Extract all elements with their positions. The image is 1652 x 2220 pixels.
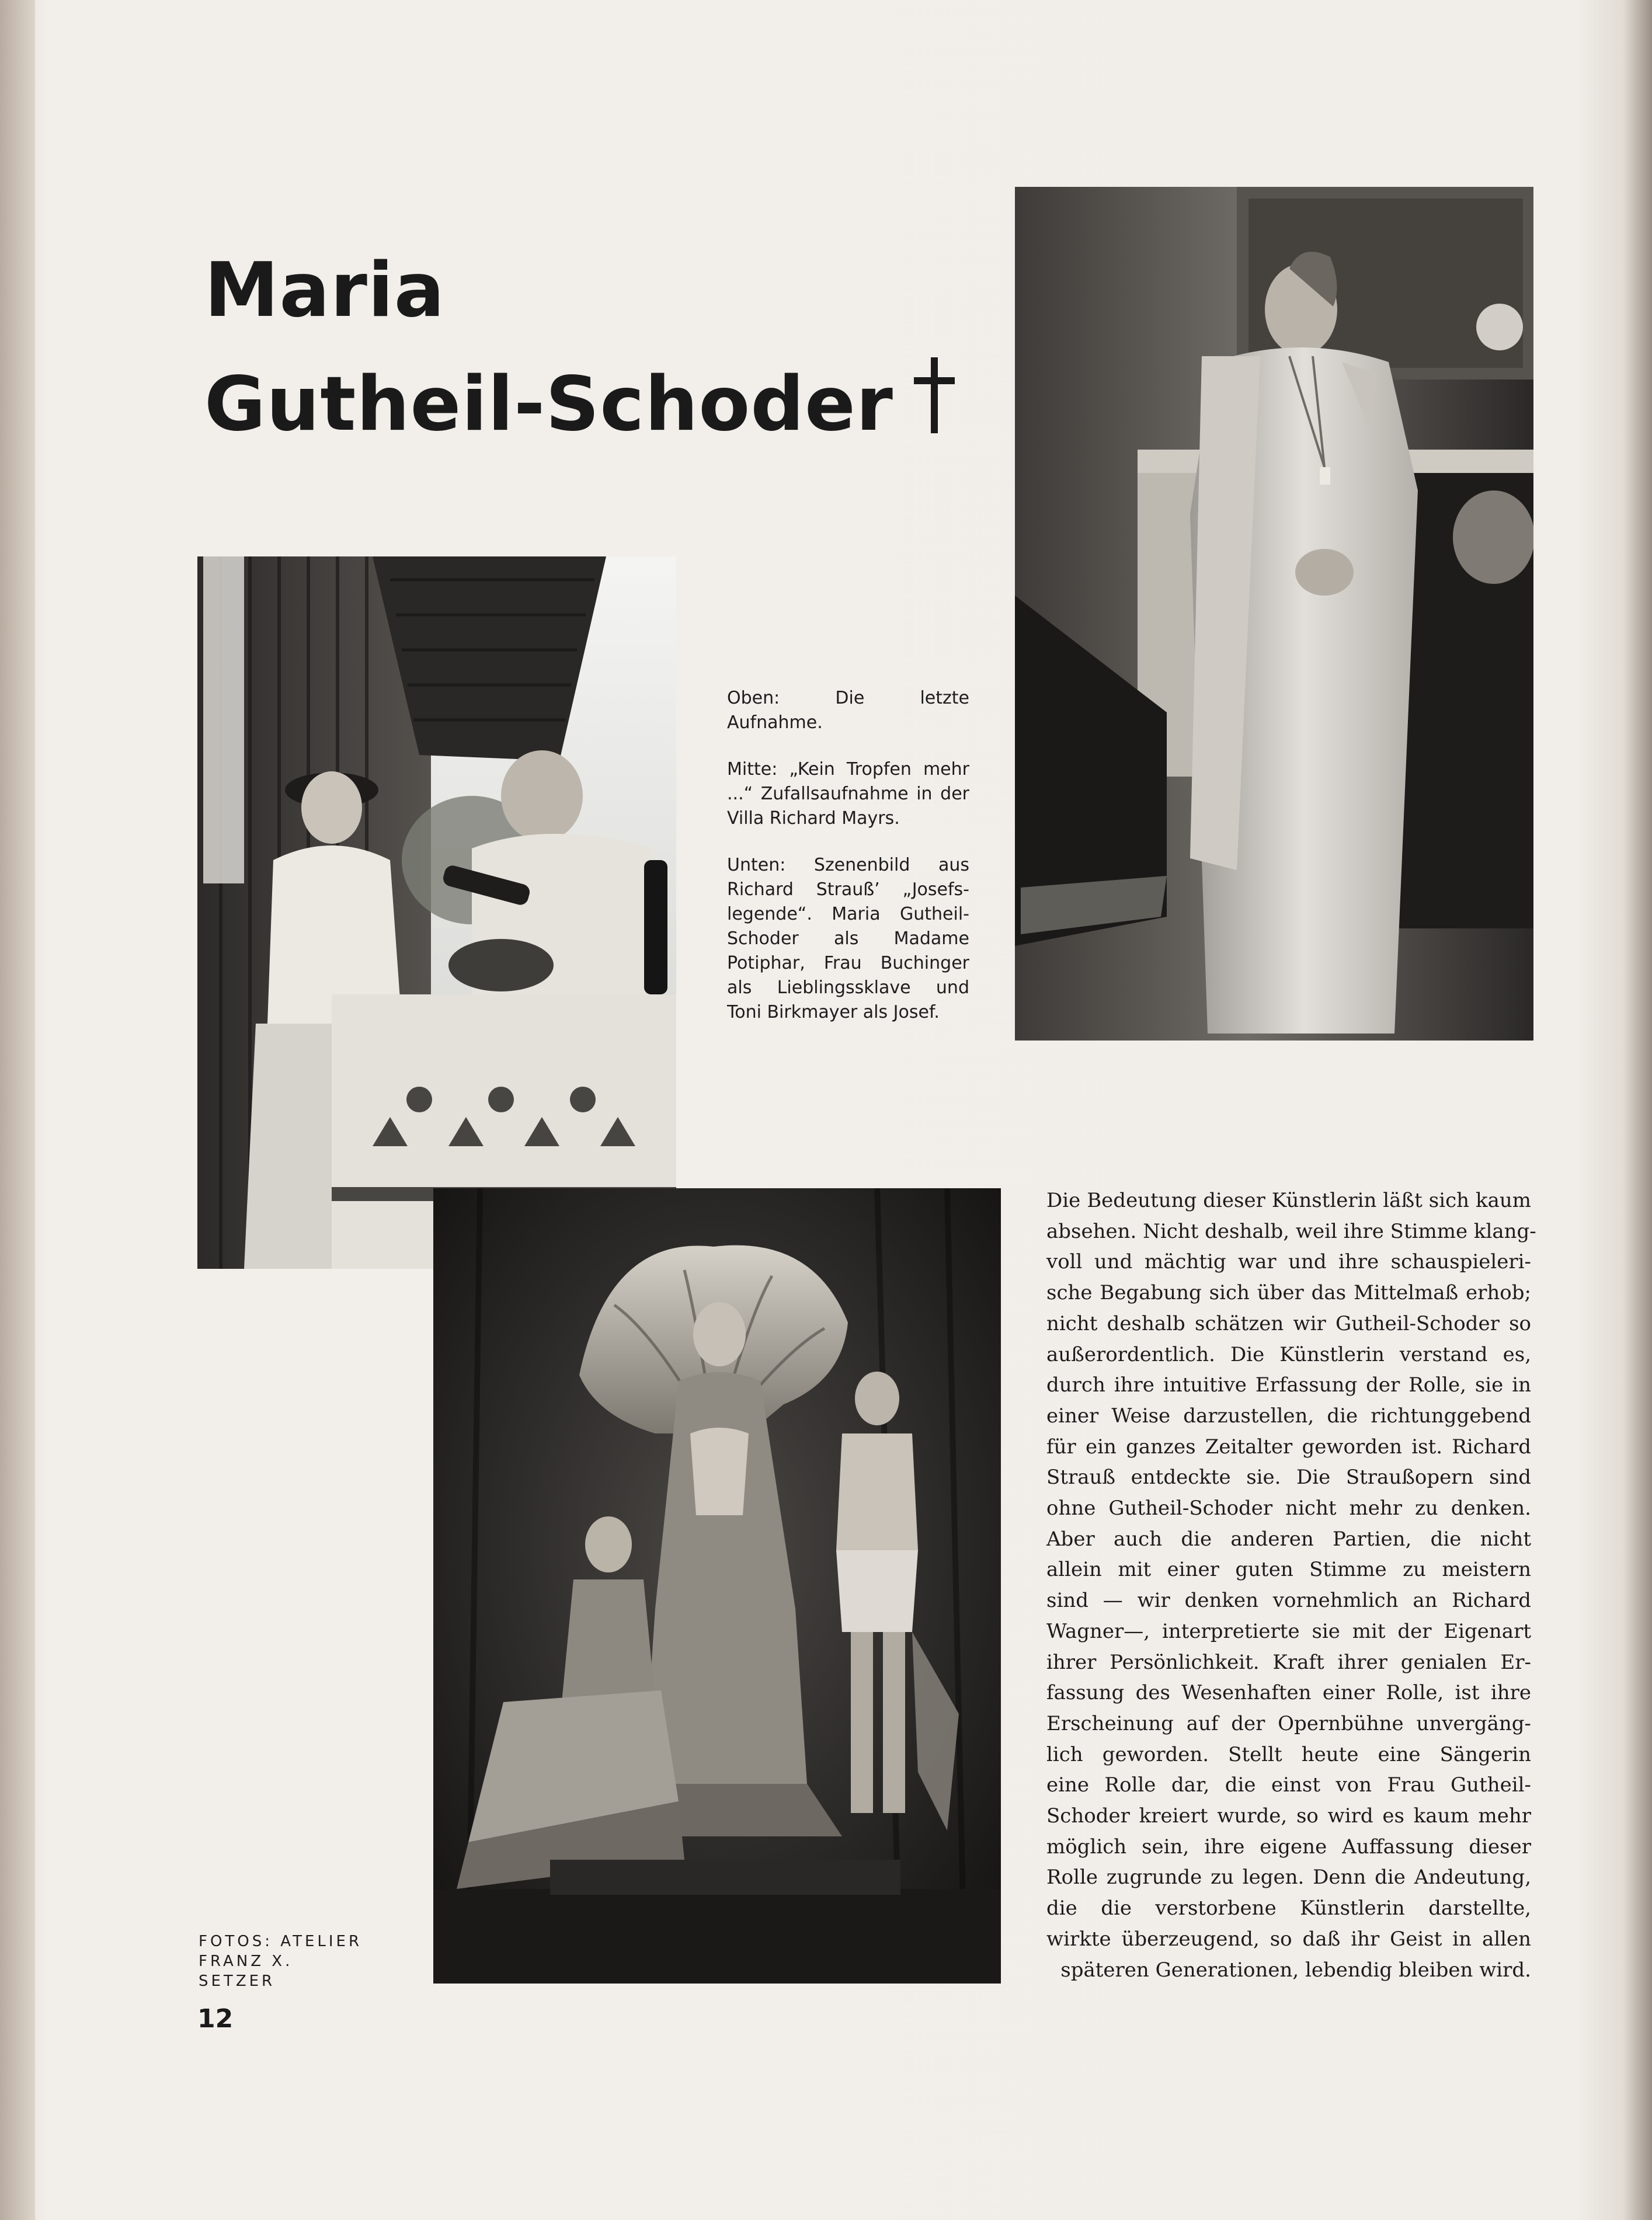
- body-line: lich geworden. Stellt heute eine Sängerin: [1046, 1742, 1531, 1766]
- caption-top: Oben: Die letzte Aufnahme.: [727, 688, 969, 733]
- body-line: sche Begabung sich über das Mittelmaß erhob;: [1046, 1281, 1531, 1305]
- credit-line-1: FOTOS: ATELIER: [199, 1933, 363, 1950]
- body-line: Erscheinung auf der Opernbühne unvergäng-: [1046, 1711, 1531, 1735]
- body-line: die die verstorbene Künstlerin darstellte,: [1046, 1897, 1531, 1920]
- body-line: absehen. Nicht deshalb, weil ihre Stimme klang-: [1046, 1219, 1536, 1243]
- body-line: einer Weise darzustellen, die richtunggebend: [1046, 1404, 1531, 1428]
- body-line: durch ihre intuitive Erfassung der Rolle, sie in: [1046, 1373, 1531, 1397]
- title-line-1: Maria: [204, 247, 446, 334]
- body-line: sind — wir denken vornehmlich an Richard: [1046, 1589, 1531, 1613]
- title-line-2: [204, 347, 1022, 461]
- photo-josefslegende-scene: [433, 1188, 1001, 1984]
- caption-middle: Mitte: „Kein Tropfen mehr ...“ Zufallsaufnahme in der Villa Richard Mayrs.: [727, 759, 969, 829]
- body-line: eine Rolle dar, die einst von Frau Gutheil-: [1046, 1773, 1531, 1797]
- page-number: 12: [197, 2004, 234, 2034]
- body-line: voll und mächtig war und ihre schauspieleri-: [1046, 1250, 1531, 1274]
- body-line: fassung des Wesenhaften einer Rolle, ist ihre: [1046, 1681, 1531, 1705]
- body-line: für ein ganzes Zeitalter geworden ist. Richard: [1046, 1435, 1531, 1459]
- photo-captions: [727, 686, 969, 1047]
- photo-last-portrait: [1015, 187, 1533, 1041]
- body-line: allein mit einer guten Stimme zu meistern: [1046, 1558, 1531, 1582]
- body-line: wirkte überzeugend, so daß ihr Geist in allen: [1046, 1927, 1531, 1951]
- photo-credit: [199, 1932, 374, 1991]
- caption-bottom: Unten: Szenenbild aus Richard Strauß’ „Josefs-legende“. Maria Gutheil-Schoder als Madame Potiphar, Frau Buchinger als Lieblingssklave und Toni Birkmayer als Josef.: [727, 855, 969, 1022]
- credit-line-2: FRANZ X. SETZER: [199, 1953, 293, 1990]
- body-line: ihrer Persönlichkeit. Kraft ihrer genialen Er-: [1046, 1650, 1531, 1674]
- body-line: Wagner—, interpretierte sie mit der Eigenart: [1046, 1619, 1531, 1643]
- photo-balcony-toast: [197, 556, 676, 1269]
- dagger-cross-icon: [914, 357, 955, 433]
- body-line: Rolle zugrunde zu legen. Denn die Andeutung,: [1046, 1866, 1531, 1890]
- article-title: [204, 234, 1022, 461]
- body-line: außerordentlich. Die Künstlerin verstand es,: [1046, 1342, 1531, 1366]
- book-gutter: [0, 0, 35, 2220]
- body-line: späteren Generationen, lebendig bleiben wird.: [1060, 1958, 1531, 1982]
- title-name: Gutheil-Schoder: [204, 361, 893, 448]
- body-line: Schoder kreiert wurde, so wird es kaum mehr: [1046, 1804, 1531, 1828]
- body-line: Die Bedeutung dieser Künstlerin läßt sich kaum: [1046, 1189, 1531, 1212]
- body-line: Strauß entdeckte sie. Die Straußopern sind: [1046, 1466, 1531, 1490]
- body-line: Aber auch die anderen Partien, die nicht: [1046, 1527, 1531, 1551]
- body-line: nicht deshalb schätzen wir Gutheil-Schoder so: [1046, 1311, 1531, 1335]
- article-body: [1046, 1185, 1536, 1985]
- body-line: möglich sein, ihre eigene Auffassung dieser: [1046, 1835, 1531, 1859]
- body-line: ohne Gutheil-Schoder nicht mehr zu denken.: [1046, 1497, 1531, 1520]
